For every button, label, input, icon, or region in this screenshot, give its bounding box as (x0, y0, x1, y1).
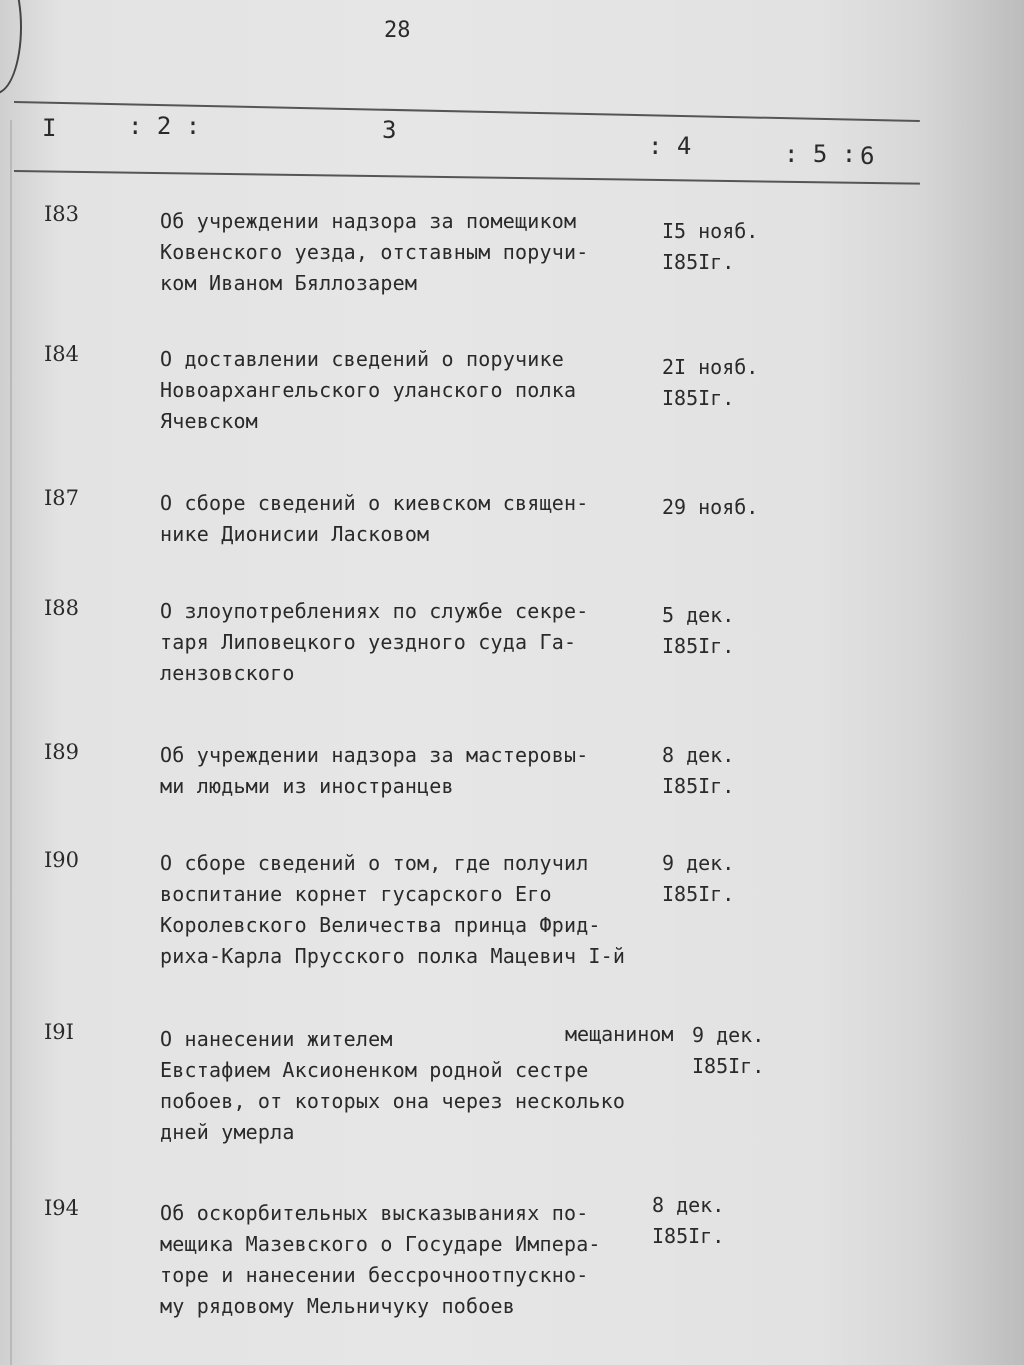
entry-date (662, 352, 758, 414)
entry-description (160, 848, 680, 972)
entry-date (662, 216, 758, 278)
description-line: Ячевском (160, 409, 258, 433)
entry-date (662, 848, 734, 910)
description-line: Королевского Величества принца Фрид- (160, 913, 601, 937)
date-line: 8 дек. (662, 743, 735, 767)
description-line: Об учреждении надзора за помещиком (160, 209, 577, 233)
date-line: I85Iг. (692, 1054, 765, 1078)
description-line: ми людьми из иностранцев (160, 774, 454, 798)
entry-number: I9I (44, 1020, 74, 1044)
description-line: побоев, от которых она через несколько (160, 1089, 626, 1113)
column-header-3: 3 (382, 116, 397, 144)
entry-number: I87 (44, 486, 80, 510)
entry-date (662, 492, 758, 523)
page-shadow (920, 0, 1024, 1365)
header-rule-bottom (14, 170, 920, 185)
description-line: таря Липовецкого уездного суда Га- (160, 630, 577, 654)
description-line: воспитание корнет гусарского Его (160, 882, 552, 906)
description-line: О злоупотреблениях по службе секре- (160, 599, 589, 623)
date-line: I85Iг. (662, 386, 735, 410)
description-line: Ковенского уезда, отставным поручи- (160, 240, 589, 264)
description-line: нике Дионисии Ласковом (160, 522, 430, 546)
entry-number: I83 (44, 202, 80, 226)
description-line: О сборе сведений о том, где получил (160, 851, 589, 875)
column-header-4: : 4 (648, 132, 692, 160)
date-line: I85Iг. (662, 250, 735, 274)
description-line: ком Иваном Бяллозарем (160, 271, 418, 295)
description-line: торе и нанесении бессрочноотпускно- (160, 1263, 589, 1287)
binding-mark (0, 0, 22, 94)
page-number: 28 (384, 18, 411, 43)
entry-number: I94 (44, 1196, 80, 1220)
entry-inserted-word: мещанином (565, 1022, 674, 1046)
description-line: Об учреждении надзора за мастеровы- (160, 743, 589, 767)
column-header-5: : 5 : (784, 140, 857, 168)
description-line: дней умерла (160, 1120, 295, 1144)
date-line: 9 дек. (692, 1023, 765, 1047)
entry-date (652, 1190, 724, 1252)
date-line: I5 нояб. (662, 219, 759, 243)
description-line: риха-Карла Прусского полка Мацевич I-й (160, 944, 626, 968)
description-line: Евстафием Аксионенком родной сестре (160, 1058, 589, 1082)
entry-description (160, 740, 680, 802)
description-line: му рядовому Мельничуку побоев (160, 1294, 515, 1318)
entry-description (160, 1198, 680, 1322)
entry-date (662, 600, 734, 662)
page-edge-line (10, 120, 12, 1365)
date-line: I85Iг. (662, 774, 735, 798)
date-line: I85Iг. (662, 882, 735, 906)
entry-date (662, 740, 734, 802)
description-line: Об оскорбительных высказываниях по- (160, 1201, 589, 1225)
entry-date (692, 1020, 764, 1082)
entry-description (160, 596, 680, 689)
column-header-2: : 2 : (128, 112, 201, 140)
column-header-6: 6 (860, 142, 875, 170)
description-line: мещика Мазевского о Государе Импера- (160, 1232, 601, 1256)
description-line: О нанесении жителем (160, 1027, 393, 1051)
description-line: О доставлении сведений о поручике (160, 347, 564, 371)
date-line: 29 нояб. (662, 495, 759, 519)
description-line: Новоархангельского уланского полка (160, 378, 577, 402)
entry-number: I90 (44, 848, 80, 872)
date-line: 8 дек. (652, 1193, 725, 1217)
column-header-1: I (42, 114, 57, 142)
date-line: 9 дек. (662, 851, 735, 875)
entry-number: I88 (44, 596, 80, 620)
entry-description (160, 488, 680, 550)
date-line: 2I нояб. (662, 355, 759, 379)
description-line: О сборе сведений о киевском священ- (160, 491, 589, 515)
date-line: 5 дек. (662, 603, 735, 627)
entry-number: I84 (44, 342, 80, 366)
date-line: I85Iг. (652, 1224, 725, 1248)
date-line: I85Iг. (662, 634, 735, 658)
entry-description (160, 344, 680, 437)
entry-description (160, 206, 680, 299)
description-line: лензовского (160, 661, 295, 685)
entry-number: I89 (44, 740, 80, 764)
